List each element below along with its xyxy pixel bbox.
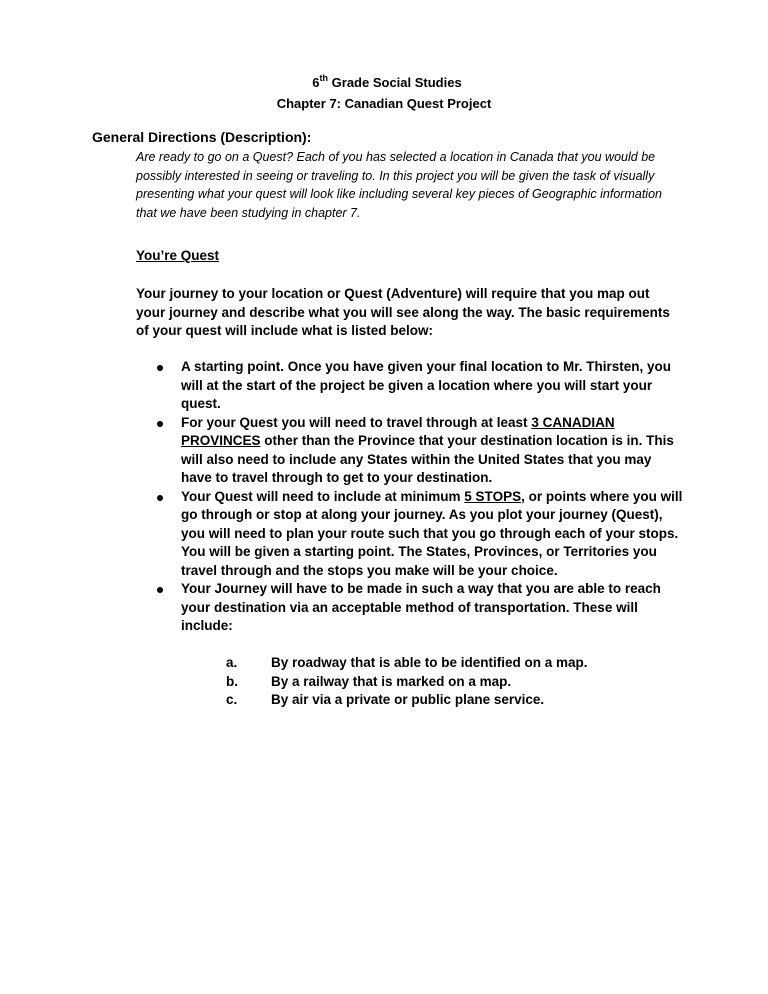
list-item bbox=[226, 691, 588, 710]
document-title-block bbox=[0, 72, 768, 114]
quest-intro bbox=[136, 285, 681, 341]
requirement-text-after: other than the Province that your destination location is in. This will also need to include any States within the United States that you may have to travel through to get to your destination. bbox=[181, 433, 674, 485]
option-text: By roadway that is able to be identified on a map. bbox=[271, 655, 588, 670]
option-text: By air via a private or public plane service. bbox=[271, 692, 545, 707]
general-directions-paragraph: Are ready to go on a Quest? Each of you has selected a location in Canada that you would be possibly interested in seeing or traveling to. In this project you will be given the task of visually presenting what your quest will look like including several key pieces of Geographic information that we have been studying in chapter 7. bbox=[136, 150, 662, 220]
requirement-text: Your Journey will have to be made in such a way that you are able to reach your destination via an acceptable method of transportation. These will include: bbox=[181, 581, 661, 633]
requirement-text-before: For your Quest you will need to travel through at least bbox=[181, 414, 532, 430]
list-item bbox=[136, 580, 684, 636]
transport-options-list bbox=[226, 654, 588, 710]
bullet-icon bbox=[157, 365, 163, 371]
requirement-text-after: , or points where you will go through or stop at along your journey. As you plot your journey (Quest), you will need to plan your route such that you go through each of your stops. You will be given a starting point. The States, Provinces, or Territories you travel through and the stops you make will be your choice. bbox=[181, 488, 683, 578]
bullet-icon bbox=[157, 587, 163, 593]
list-item bbox=[226, 654, 588, 673]
requirement-text: A starting point. Once you have given your final location to Mr. Thirsten, you will at the start of the project be given a location where you will start your quest. bbox=[181, 359, 672, 411]
quest-section-heading: You’re Quest bbox=[136, 248, 220, 263]
bullet-icon bbox=[157, 495, 163, 501]
requirement-text-before: Your Quest will need to include at minimum bbox=[181, 488, 465, 504]
option-letter: c. bbox=[226, 692, 238, 707]
list-item bbox=[136, 358, 684, 414]
option-letter: b. bbox=[226, 673, 238, 689]
course-title bbox=[0, 72, 768, 93]
chapter-title: Chapter 7: Canadian Quest Project bbox=[276, 96, 492, 111]
list-item bbox=[136, 414, 684, 488]
requirements-list bbox=[136, 358, 684, 636]
option-text: By a railway that is marked on a map. bbox=[271, 673, 512, 689]
grade-suffix: th bbox=[319, 73, 329, 83]
grade-number: 6 bbox=[312, 75, 320, 90]
quest-intro-paragraph: Your journey to your location or Quest (Adventure) will require that you map out your journey and describe what you will see along the way. The basic requirements of your quest will include what is listed below: bbox=[136, 286, 670, 338]
general-directions-heading: General Directions (Description): bbox=[92, 129, 312, 145]
requirement-emphasis: 3 CANADIAN PROVINCES bbox=[181, 414, 615, 448]
requirement-emphasis: 5 STOPS bbox=[464, 488, 522, 504]
general-directions-text bbox=[136, 148, 681, 222]
option-letter: a. bbox=[226, 655, 238, 670]
list-item bbox=[136, 488, 684, 581]
bullet-icon bbox=[157, 421, 163, 427]
course-name: Grade Social Studies bbox=[328, 75, 462, 90]
list-item bbox=[226, 673, 588, 692]
